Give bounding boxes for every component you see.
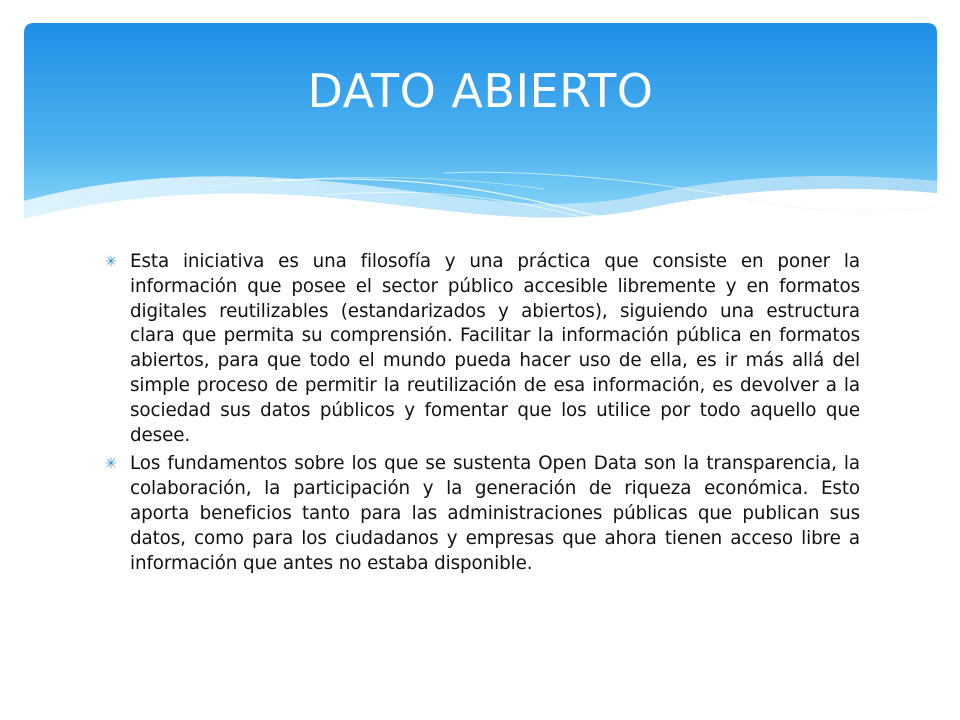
bullet-list: [104, 250, 860, 580]
bullet-text: Esta iniciativa es una filosofía y una práctica que consiste en poner la información que posee el sector público accesible libremente y en formatos digitales reutilizables (estandarizados y abiertos), siguiendo una estructura clara que permita su comprensión. Facilitar la información pública en formatos abiertos, para que todo el mundo pueda hacer uso de ella, es ir más allá del simple proceso de permitir la reutilización de esa información, es devolver a la sociedad sus datos públicos y fomentar que los utilice por todo aquello que desee.: [130, 251, 860, 446]
asterisk-bullet-icon: ✳: [105, 254, 117, 270]
bullet-item: [104, 250, 860, 448]
header-banner: [24, 23, 937, 253]
bullet-item: [104, 452, 860, 576]
asterisk-bullet-icon: ✳: [105, 456, 117, 473]
bullet-text: Los fundamentos sobre los que se sustenta Open Data son la transparencia, la colaboración, la participación y la generación de riqueza económica. Esto aporta beneficios tanto para las administraciones públicas que publican sus datos, como para los ciudadanos y empresas que ahora tienen acceso libre a información que antes no estaba disponible.: [130, 453, 860, 574]
slide-title: DATO ABIERTO: [307, 64, 654, 118]
wave-banner-graphic: [24, 23, 937, 253]
